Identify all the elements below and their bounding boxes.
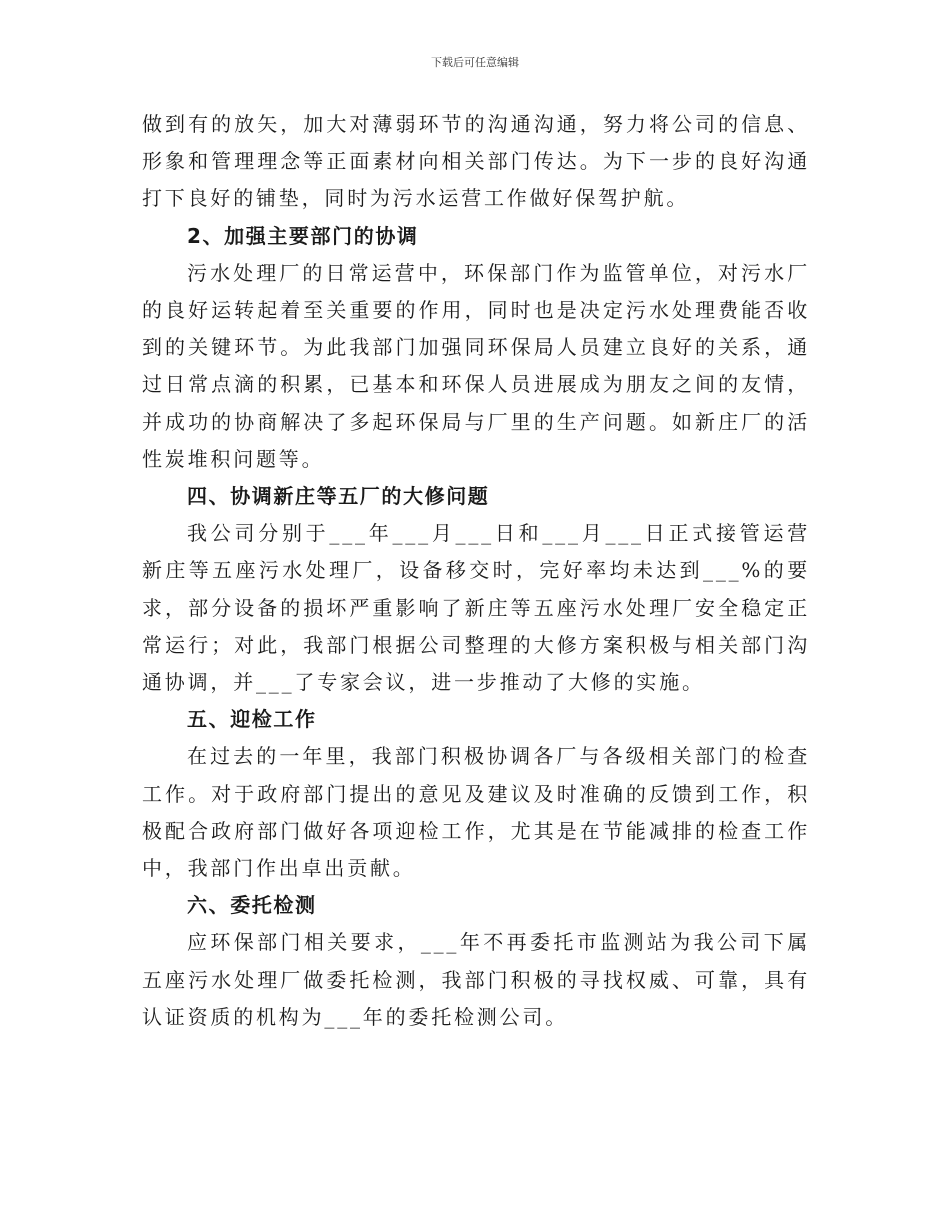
section-heading-overhaul: 四、协调新庄等五厂的大修问题 xyxy=(187,484,490,509)
section-heading-coordination: 2、加强主要部门的协调 xyxy=(187,223,419,248)
section-heading-inspection: 五、迎检工作 xyxy=(187,707,317,732)
paragraph-coordination: 污水处理厂的日常运营中，环保部门作为监管单位，对污水厂的良好运转起着至关重要的作用，同时也是决定污水处理费能否收到的关键环节。为此我部门加强同环保局人员建立良好的关系，通过日常点滴的积累，已基本和环保人员进展成为朋友之间的友情，并成功的协商解决了多起环保局与厂里的生产问题。如新庄厂的活性炭堆积问题等。 xyxy=(142,260,810,471)
section-heading-testing: 六、委托检测 xyxy=(187,893,317,918)
paragraph-inspection: 在过去的一年里，我部门积极协调各厂与各级相关部门的检查工作。对于政府部门提出的意见及建议及时准确的反馈到工作，积极配合政府部门做好各项迎检工作，尤其是在节能减排的检查工作中，我部门作出卓出贡献。 xyxy=(142,744,810,881)
paragraph-overhaul: 我公司分别于___年___月___日和___月___日正式接管运营新庄等五座污水处理厂，设备移交时，完好率均未达到___%的要求，部分设备的损坏严重影响了新庄等五座污水处理厂安全稳定正常运行；对此，我部门根据公司整理的大修方案积极与相关部门沟通协调，并___了专家会议，进一步推动了大修的实施。 xyxy=(142,521,810,695)
paragraph-testing: 应环保部门相关要求，___年不再委托市监测站为我公司下属五座污水处理厂做委托检测，我部门积极的寻找权威、可靠，具有认证资质的机构为___年的委托检测公司。 xyxy=(142,930,810,1029)
paragraph-continuation: 做到有的放矢，加大对薄弱环节的沟通沟通，努力将公司的信息、形象和管理理念等正面素材向相关部门传达。为下一步的良好沟通打下良好的铺垫，同时为污水运营工作做好保驾护航。 xyxy=(142,112,810,211)
document-body xyxy=(142,106,810,1036)
page-header: 下载后可任意编辑 xyxy=(431,56,519,69)
